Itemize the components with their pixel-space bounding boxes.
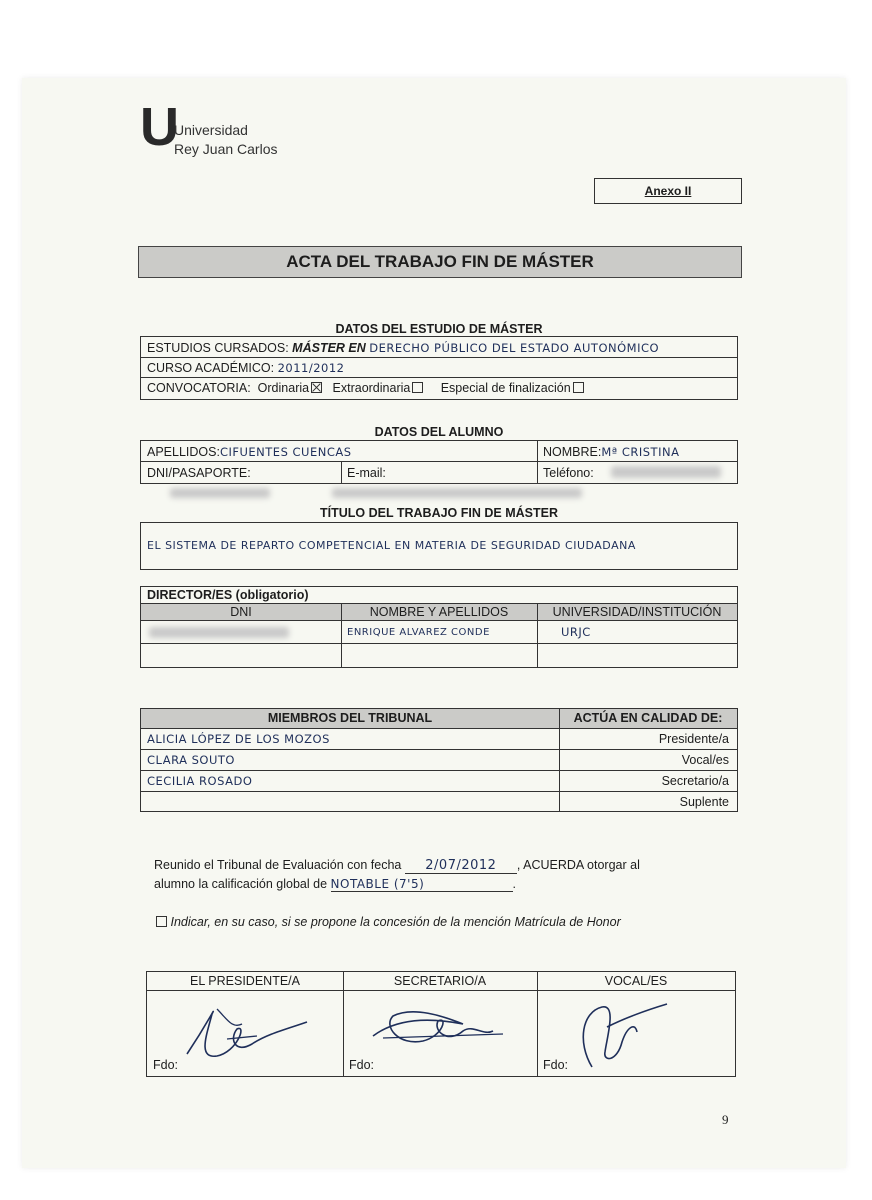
document-title: ACTA DEL TRABAJO FIN DE MÁSTER bbox=[138, 246, 742, 278]
student-section-title: DATOS DEL ALUMNO bbox=[374, 425, 504, 439]
director-col-univ: UNIVERSIDAD/INSTITUCIÓN bbox=[552, 605, 722, 619]
verdict-text-b: , ACUERDA otorgar al bbox=[516, 858, 640, 872]
signature-vocal-label: VOCAL/ES bbox=[604, 974, 668, 988]
email-redacted bbox=[332, 488, 582, 498]
study-section-title: DATOS DEL ESTUDIO DE MÁSTER bbox=[335, 322, 543, 336]
director-name-value: ENRIQUE ALVAREZ CONDE bbox=[347, 627, 490, 638]
signature-secretary-label: SECRETARIO/A bbox=[393, 974, 487, 988]
email-label: E-mail: bbox=[347, 466, 386, 480]
honor-text: Indicar, en su caso, si se propone la concesión de la mención Matrícula de Honor bbox=[170, 915, 621, 929]
tribunal-role-2: Vocal/es bbox=[681, 753, 729, 767]
president-signature bbox=[157, 984, 337, 1074]
tribunal-member-2: CLARA SOUTO bbox=[147, 753, 235, 767]
studies-prefix: MÁSTER EN bbox=[292, 341, 366, 355]
signature-table bbox=[146, 971, 736, 1077]
dni-redacted bbox=[170, 488, 270, 498]
signature-secretary-fdo: Fdo: bbox=[349, 1058, 375, 1072]
director-dni-redacted bbox=[149, 627, 289, 638]
year-label: CURSO ACADÉMICO: bbox=[147, 361, 275, 375]
verdict-grade: NOTABLE (7'5) bbox=[331, 877, 513, 892]
surname-value: CIFUENTES CUENCAS bbox=[219, 445, 352, 459]
call-extra-label: Extraordinaria bbox=[332, 381, 411, 395]
call-special-label: Especial de finalización bbox=[440, 381, 571, 395]
studies-value: DERECHO PÚBLICO DEL ESTADO AUTONÓMICO bbox=[369, 341, 660, 355]
thesis-section-title: TÍTULO DEL TRABAJO FIN DE MÁSTER bbox=[320, 506, 558, 520]
call-label: CONVOCATORIA: bbox=[147, 381, 251, 395]
name-value: Mª CRISTINA bbox=[601, 445, 680, 459]
university-name-line2: Rey Juan Carlos bbox=[174, 141, 278, 157]
call-ordinary-checkbox[interactable] bbox=[311, 382, 322, 393]
call-extra-checkbox[interactable] bbox=[412, 382, 423, 393]
page-number: 9 bbox=[722, 1112, 729, 1127]
document-page bbox=[22, 78, 846, 1168]
honor-line bbox=[154, 915, 621, 929]
phone-redacted bbox=[611, 466, 721, 478]
director-title: DIRECTOR/ES (obligatorio) bbox=[147, 588, 309, 602]
vocal-signature bbox=[547, 982, 727, 1076]
year-value: 2011/2012 bbox=[277, 361, 345, 375]
director-univ-value: URJC bbox=[561, 625, 591, 639]
call-ordinary-label: Ordinaria bbox=[257, 381, 310, 395]
thesis-title-value: EL SISTEMA DE REPARTO COMPETENCIAL EN MATERIA DE SEGURIDAD CIUDADANA bbox=[147, 539, 636, 552]
tribunal-col-members: MIEMBROS DEL TRIBUNAL bbox=[267, 711, 433, 725]
thesis-box bbox=[140, 522, 738, 570]
student-table bbox=[140, 440, 738, 484]
tribunal-role-4: Suplente bbox=[679, 795, 729, 809]
signature-vocal-fdo: Fdo: bbox=[543, 1058, 569, 1072]
tribunal-member-3: CECILIA ROSADO bbox=[147, 774, 253, 788]
signature-president-fdo: Fdo: bbox=[153, 1058, 179, 1072]
director-col-dni: DNI bbox=[230, 605, 252, 619]
verdict-line-1 bbox=[154, 858, 640, 874]
verdict-text-c: alumno la calificación global de bbox=[154, 877, 328, 891]
university-name-line1: Universidad bbox=[174, 122, 248, 138]
call-special-checkbox[interactable] bbox=[573, 382, 584, 393]
tribunal-role-1: Presidente/a bbox=[658, 732, 729, 746]
surname-label: APELLIDOS: bbox=[147, 445, 220, 459]
signature-president-label: EL PRESIDENTE/A bbox=[190, 974, 300, 988]
university-logo: U bbox=[140, 97, 179, 157]
name-label: NOMBRE: bbox=[543, 445, 602, 459]
tribunal-table bbox=[140, 708, 738, 812]
verdict-line-2 bbox=[154, 877, 516, 892]
tribunal-col-role: ACTÚA EN CALIDAD DE: bbox=[573, 711, 723, 725]
director-col-name: NOMBRE Y APELLIDOS bbox=[369, 605, 509, 619]
verdict-text-a: Reunido el Tribunal de Evaluación con fecha bbox=[154, 858, 402, 872]
director-table bbox=[140, 586, 738, 668]
verdict-text-d: . bbox=[512, 877, 516, 891]
secretary-signature bbox=[353, 986, 533, 1076]
tribunal-role-3: Secretario/a bbox=[661, 774, 729, 788]
phone-label: Teléfono: bbox=[543, 466, 594, 480]
study-table bbox=[140, 336, 738, 400]
honor-checkbox[interactable] bbox=[156, 916, 167, 927]
verdict-date: 2/07/2012 bbox=[405, 858, 517, 874]
tribunal-member-1: ALICIA LÓPEZ DE LOS MOZOS bbox=[147, 732, 330, 746]
dni-label: DNI/PASAPORTE: bbox=[147, 466, 251, 480]
annex-label: Anexo II bbox=[594, 178, 742, 204]
studies-label: ESTUDIOS CURSADOS: bbox=[147, 341, 289, 355]
